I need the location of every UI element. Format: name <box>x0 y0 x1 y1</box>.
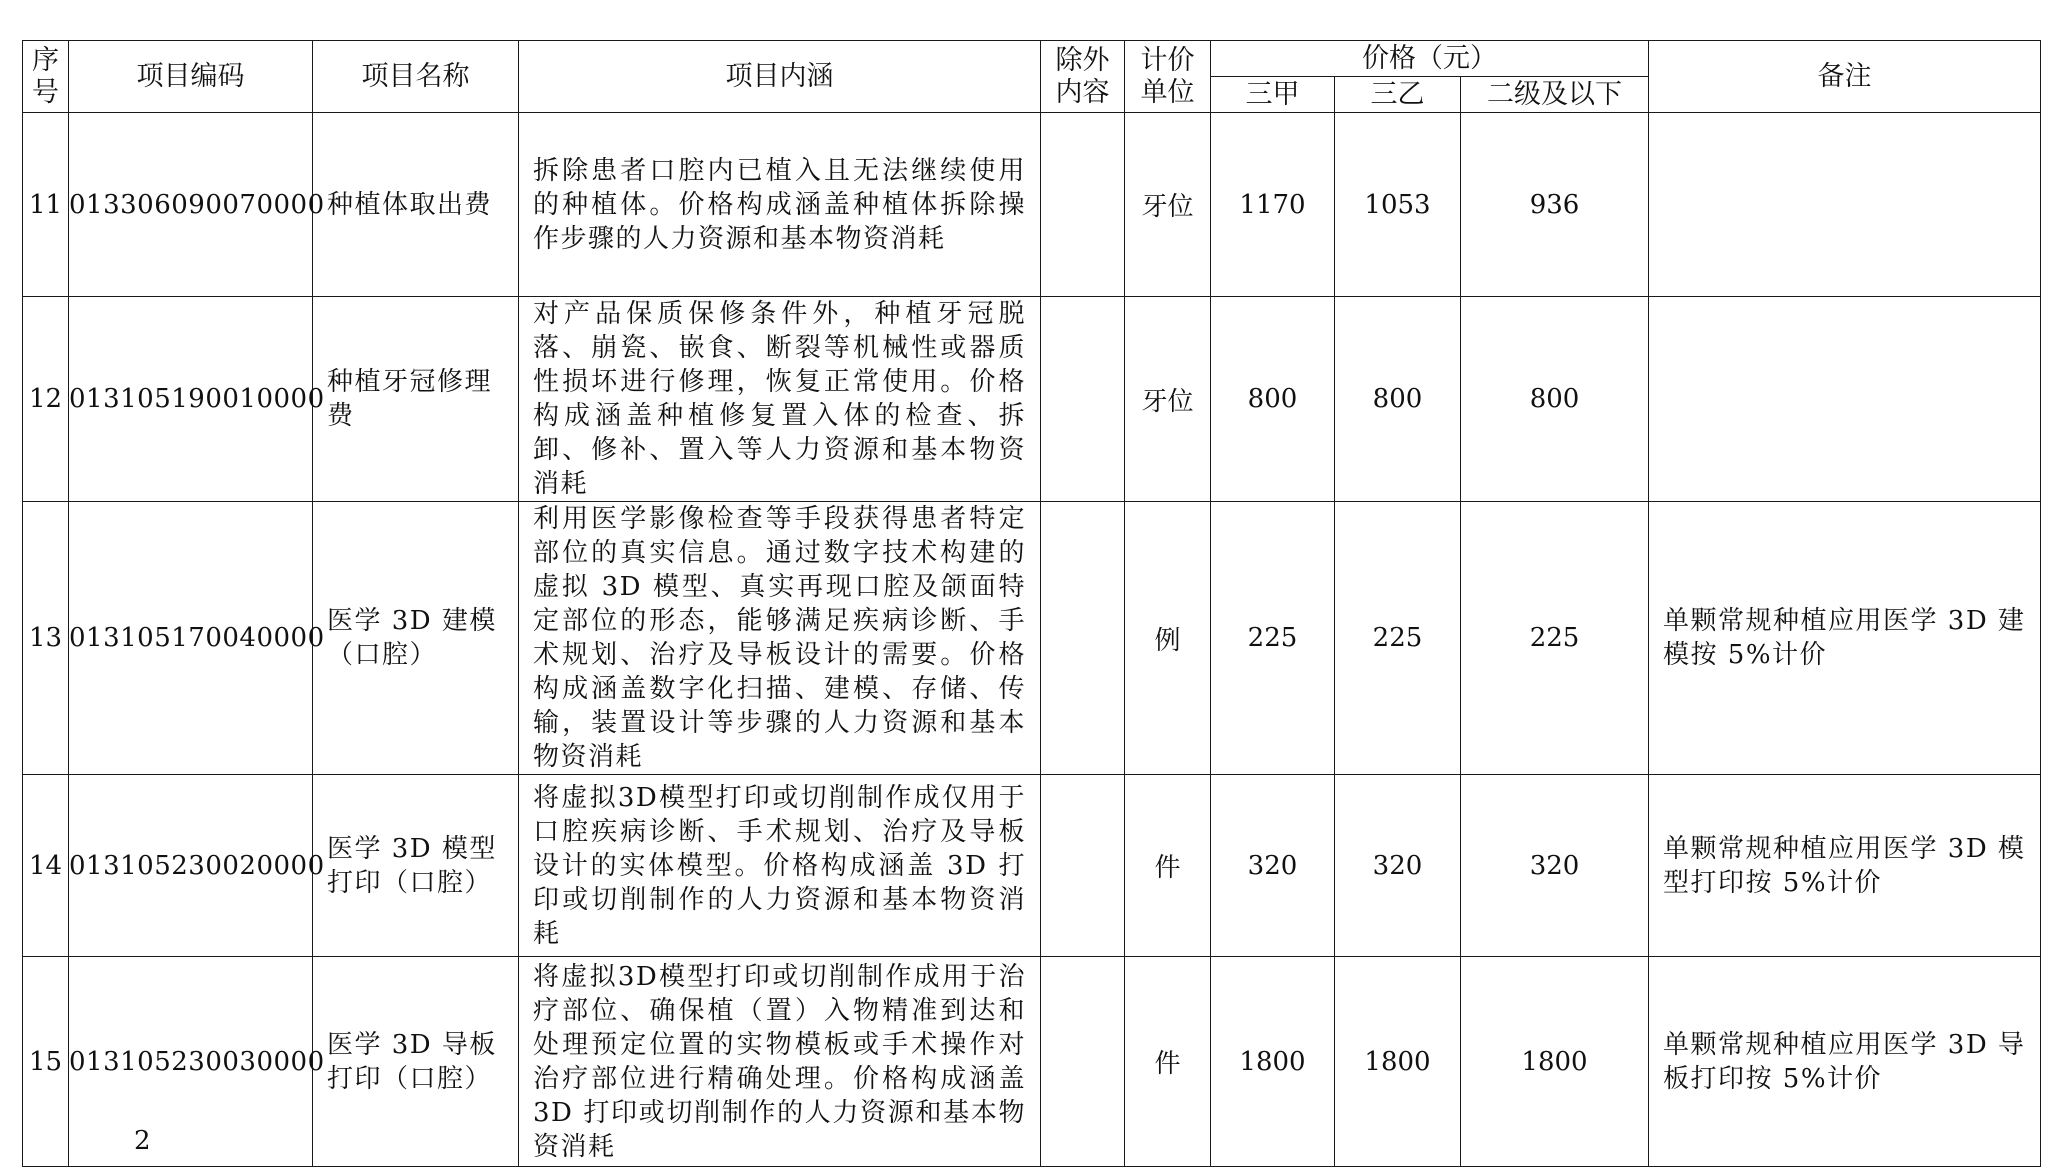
header-code: 项目编码 <box>69 41 313 113</box>
cell-code: 013105230020000 <box>69 775 313 957</box>
cell-code: 013105170040000 <box>69 502 313 775</box>
cell-price-tier-1: 1800 <box>1211 957 1335 1167</box>
cell-unit: 牙位 <box>1125 113 1211 297</box>
table-row <box>23 297 2041 502</box>
cell-price-tier-1: 225 <box>1211 502 1335 775</box>
cell-seq: 14 <box>23 775 69 957</box>
header-content: 项目内涵 <box>519 41 1041 113</box>
cell-content: 利用医学影像检查等手段获得患者特定部位的真实信息。通过数字技术构建的虚拟 3D 模型、真实再现口腔及颌面特定部位的形态，能够满足疾病诊断、手术规划、治疗及导板设计的需要。价格构成涵盖数字化扫描、建模、存储、传输，装置设计等步骤的人力资源和基本物资消耗 <box>519 502 1041 775</box>
cell-price-tier-3: 936 <box>1461 113 1649 297</box>
header-name: 项目名称 <box>313 41 519 113</box>
cell-seq: 13 <box>23 502 69 775</box>
cell-content: 将虚拟3D模型打印或切削制作成用于治疗部位、确保植（置）入物精准到达和处理预定位置的实物模板或手术操作对治疗部位进行精确处理。价格构成涵盖 3D 打印或切削制作的人力资源和基本物资消耗 <box>519 957 1041 1167</box>
table-row <box>23 775 2041 957</box>
table-row <box>23 502 2041 775</box>
cell-excluded <box>1041 297 1125 502</box>
page-number: 2 <box>134 1126 151 1156</box>
cell-content: 拆除患者口腔内已植入且无法继续使用的种植体。价格构成涵盖种植体拆除操作步骤的人力资源和基本物资消耗 <box>519 113 1041 297</box>
cell-unit: 例 <box>1125 502 1211 775</box>
cell-price-tier-3: 320 <box>1461 775 1649 957</box>
cell-remark <box>1649 113 2041 297</box>
cell-code: 013105230030000 <box>69 957 313 1167</box>
cell-price-tier-3: 1800 <box>1461 957 1649 1167</box>
header-remark: 备注 <box>1649 41 2041 113</box>
header-tier-3: 二级及以下 <box>1461 77 1649 113</box>
cell-content: 将虚拟3D模型打印或切削制作成仅用于口腔疾病诊断、手术规划、治疗及导板设计的实体模型。价格构成涵盖 3D 打印或切削制作的人力资源和基本物资消耗 <box>519 775 1041 957</box>
cell-price-tier-1: 800 <box>1211 297 1335 502</box>
cell-content: 对产品保质保修条件外，种植牙冠脱落、崩瓷、嵌食、断裂等机械性或器质性损坏进行修理，恢复正常使用。价格构成涵盖种植修复置入体的检查、拆卸、修补、置入等人力资源和基本物资消耗 <box>519 297 1041 502</box>
header-price: 价格（元） <box>1211 41 1649 77</box>
cell-remark: 单颗常规种植应用医学 3D 模型打印按 5%计价 <box>1649 775 2041 957</box>
cell-excluded <box>1041 113 1125 297</box>
cell-code: 013105190010000 <box>69 297 313 502</box>
cell-price-tier-1: 1170 <box>1211 113 1335 297</box>
cell-unit: 件 <box>1125 775 1211 957</box>
cell-price-tier-3: 225 <box>1461 502 1649 775</box>
cell-excluded <box>1041 502 1125 775</box>
header-excluded: 除外内容 <box>1041 41 1125 113</box>
cell-seq: 11 <box>23 113 69 297</box>
cell-price-tier-2: 1800 <box>1335 957 1461 1167</box>
cell-price-tier-2: 320 <box>1335 775 1461 957</box>
cell-name: 种植体取出费 <box>313 113 519 297</box>
cell-unit: 牙位 <box>1125 297 1211 502</box>
cell-price-tier-3: 800 <box>1461 297 1649 502</box>
cell-seq: 12 <box>23 297 69 502</box>
cell-remark: 单颗常规种植应用医学 3D 建模按 5%计价 <box>1649 502 2041 775</box>
cell-excluded <box>1041 775 1125 957</box>
cell-remark: 单颗常规种植应用医学 3D 导板打印按 5%计价 <box>1649 957 2041 1167</box>
header-tier-2: 三乙 <box>1335 77 1461 113</box>
cell-seq: 15 <box>23 957 69 1167</box>
table-row <box>23 957 2041 1167</box>
header-unit: 计价单位 <box>1125 41 1211 113</box>
cell-remark <box>1649 297 2041 502</box>
price-table <box>22 40 2041 1167</box>
cell-unit: 件 <box>1125 957 1211 1167</box>
cell-name: 种植牙冠修理费 <box>313 297 519 502</box>
cell-name: 医学 3D 导板打印（口腔） <box>313 957 519 1167</box>
cell-name: 医学 3D 建模（口腔） <box>313 502 519 775</box>
table-row <box>23 113 2041 297</box>
cell-name: 医学 3D 模型打印（口腔） <box>313 775 519 957</box>
cell-price-tier-2: 1053 <box>1335 113 1461 297</box>
header-seq: 序号 <box>23 41 69 113</box>
cell-price-tier-2: 800 <box>1335 297 1461 502</box>
cell-price-tier-1: 320 <box>1211 775 1335 957</box>
cell-code: 013306090070000 <box>69 113 313 297</box>
cell-price-tier-2: 225 <box>1335 502 1461 775</box>
cell-excluded <box>1041 957 1125 1167</box>
header-tier-1: 三甲 <box>1211 77 1335 113</box>
